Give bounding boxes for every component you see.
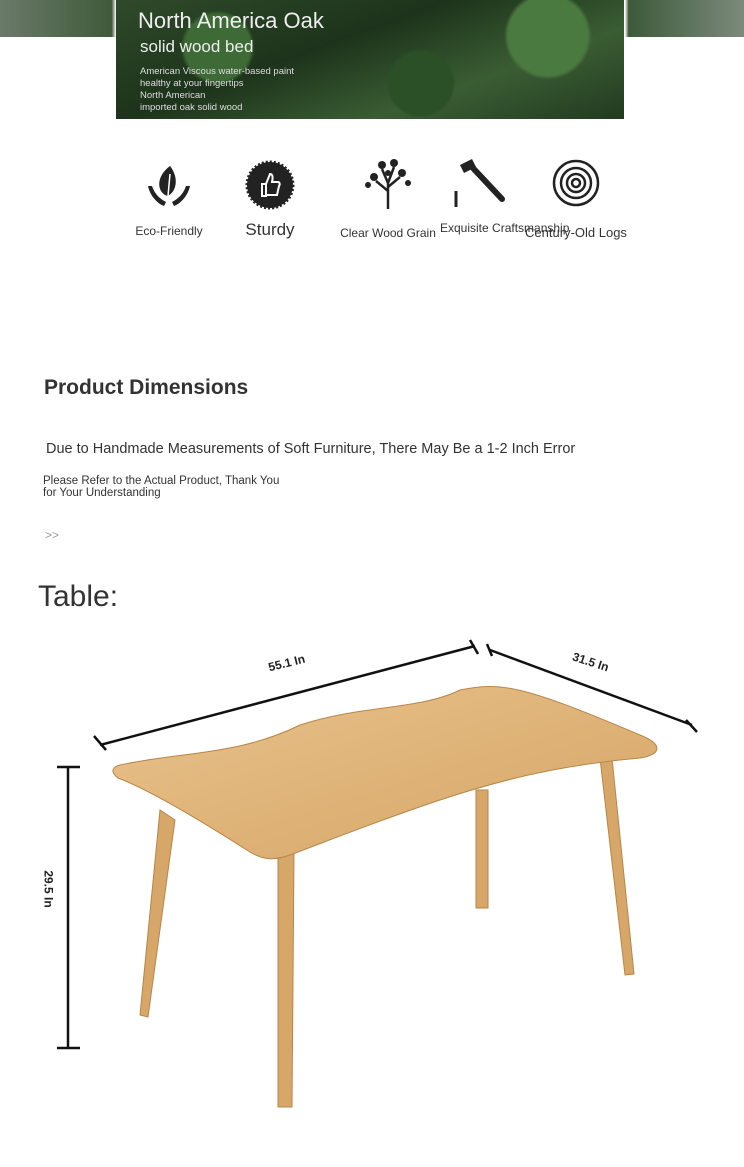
table-heading: Table: — [38, 580, 119, 613]
wood-rings-icon — [551, 158, 601, 208]
banner-line: American Viscous water-based paint — [140, 66, 295, 77]
feature-label: Eco-Friendly — [135, 224, 203, 238]
hero-banner — [116, 0, 624, 119]
refer-note-line: Please Refer to the Actual Product, Thank You — [43, 475, 280, 487]
leaf-hands-icon — [144, 160, 194, 210]
feature-old-logs — [525, 158, 627, 240]
banner-subtitle: solid wood bed — [140, 37, 254, 56]
tree-icon — [360, 155, 416, 211]
measurement-note: Due to Handmade Measurements of Soft Furniture, There May Be a 1-2 Inch Error — [46, 441, 576, 457]
width-label: 31.5 In — [570, 649, 611, 675]
banner-line: North American — [140, 90, 206, 101]
banner-line: imported oak solid wood — [140, 102, 243, 113]
banner-line: healthy at your fingertips — [140, 78, 244, 89]
feature-label: Century-Old Logs — [525, 225, 627, 240]
banner-title: North America Oak — [138, 8, 324, 33]
banner-description — [140, 66, 294, 114]
height-label: 29.5 In — [41, 870, 56, 908]
feature-eco-friendly — [128, 160, 210, 238]
feature-label: Exquisite Craftsmanship — [440, 221, 570, 235]
hammer-icon — [446, 155, 506, 209]
dimension-lines — [57, 640, 697, 1048]
section-title: Product Dimensions — [44, 376, 249, 399]
more-link[interactable]: >> — [45, 528, 60, 542]
thumbs-up-badge-icon — [245, 160, 295, 210]
refer-note — [43, 475, 279, 499]
length-label: 55.1 In — [266, 651, 307, 675]
feature-wood-grain — [337, 155, 439, 240]
feature-label: Clear Wood Grain — [340, 226, 436, 240]
refer-note-line: for Your Understanding — [43, 487, 161, 499]
table-illustration — [0, 630, 744, 1130]
feature-sturdy — [230, 160, 310, 240]
feature-label: Sturdy — [245, 220, 295, 239]
